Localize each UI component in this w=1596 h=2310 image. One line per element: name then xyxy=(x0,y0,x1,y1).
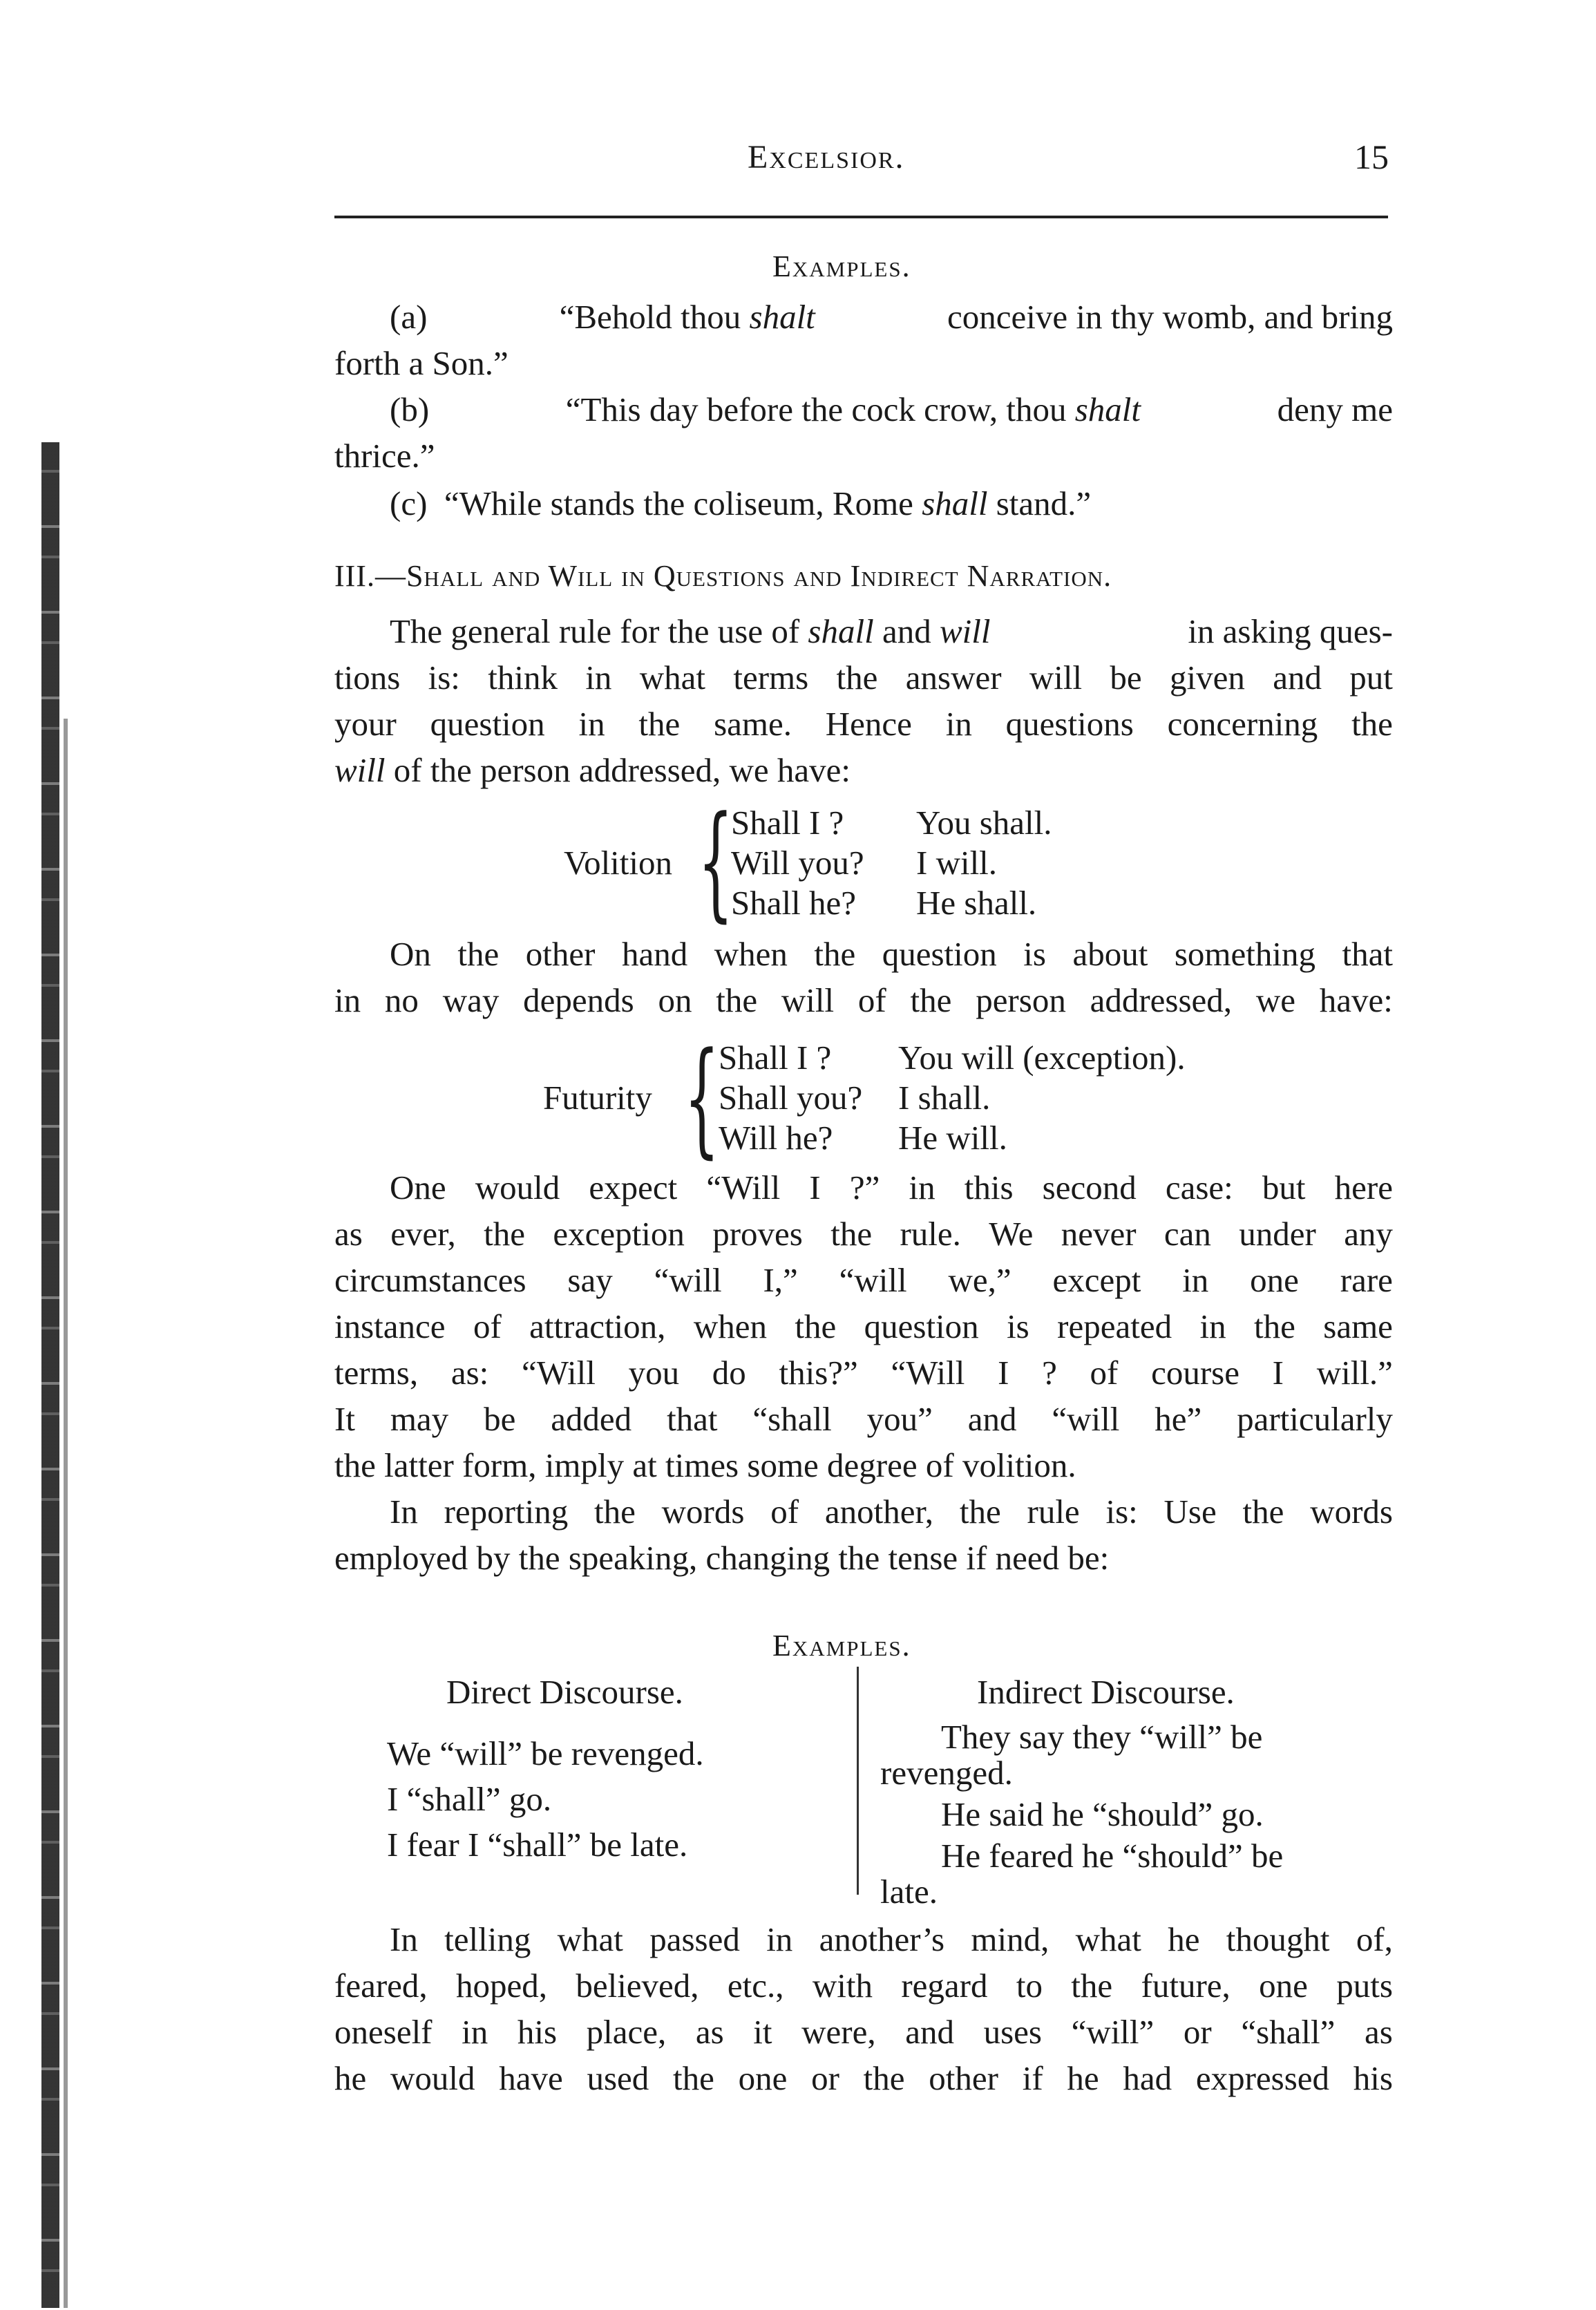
word: “Will xyxy=(891,1354,965,1392)
word: here xyxy=(1334,1168,1393,1206)
direct-example-1: We “will” be revenged. xyxy=(387,1734,704,1772)
word: and xyxy=(967,1400,1017,1438)
word: answer xyxy=(905,659,1002,697)
volition-q2: Will you? xyxy=(731,844,864,882)
word: have: xyxy=(1319,981,1393,1019)
word: if xyxy=(1022,2059,1043,2097)
volition-brace: { xyxy=(698,790,734,934)
example-b-italic: shalt xyxy=(1074,390,1141,428)
word: what xyxy=(557,1920,623,1958)
word: as xyxy=(1365,2013,1393,2051)
word: Use xyxy=(1163,1493,1217,1531)
para5-line1 xyxy=(390,1920,1393,1959)
word: of xyxy=(1090,1354,1119,1392)
word: One xyxy=(390,1168,446,1206)
word: used xyxy=(587,2059,649,2097)
word: will.” xyxy=(1316,1354,1393,1392)
word: you” xyxy=(866,1400,933,1438)
futurity-label: Futurity xyxy=(543,1079,652,1117)
word: your xyxy=(334,705,397,743)
para-text-end: in asking ques- xyxy=(1188,612,1393,650)
word: in xyxy=(334,981,361,1019)
word: rule xyxy=(1027,1493,1080,1531)
word: he xyxy=(334,2059,367,2097)
word: think xyxy=(488,659,558,697)
word: of xyxy=(770,1493,799,1531)
word: the xyxy=(814,935,856,973)
word: be xyxy=(484,1400,516,1438)
word: the xyxy=(638,705,681,743)
word: in xyxy=(585,659,612,697)
word: or xyxy=(811,2059,839,2097)
word: question xyxy=(430,705,545,743)
word: and xyxy=(905,2013,954,2051)
word: case: xyxy=(1165,1168,1233,1206)
futurity-questions xyxy=(719,1038,862,1158)
word: ?” xyxy=(849,1168,880,1206)
para3-line4 xyxy=(334,1307,1393,1346)
word: expressed xyxy=(1195,2059,1330,2097)
word: words xyxy=(661,1493,745,1531)
word: “Will xyxy=(706,1168,781,1206)
section-para-line4 xyxy=(334,750,1393,790)
header-rule xyxy=(334,216,1388,218)
futurity-brace: { xyxy=(684,1026,720,1171)
word: hand xyxy=(621,935,688,973)
direct-example-2: I “shall” go. xyxy=(387,1780,552,1818)
word: course xyxy=(1151,1354,1239,1392)
word: what xyxy=(639,659,706,697)
word: be xyxy=(1110,659,1142,697)
para5-line4 xyxy=(334,2058,1393,2098)
word: he xyxy=(1067,2059,1099,2097)
word: exception xyxy=(553,1215,685,1253)
word: one xyxy=(1250,1261,1299,1299)
word: It xyxy=(334,1400,355,1438)
futurity-q3: Will he? xyxy=(719,1119,833,1157)
word: another’s xyxy=(819,1920,945,1958)
word: hoped, xyxy=(455,1967,547,2005)
word: would xyxy=(390,2059,475,2097)
word: the xyxy=(716,981,758,1019)
word: attraction, xyxy=(529,1307,666,1345)
word: ? xyxy=(1042,1354,1057,1392)
word: “Will xyxy=(521,1354,596,1392)
word: is: xyxy=(1105,1493,1138,1531)
word: about xyxy=(1072,935,1148,973)
word: on xyxy=(658,981,692,1019)
word: I xyxy=(809,1168,821,1206)
word: say xyxy=(567,1261,613,1299)
word: “will xyxy=(839,1261,907,1299)
word: questions xyxy=(1005,705,1134,743)
word: telling xyxy=(444,1920,531,1958)
word: same. xyxy=(714,705,792,743)
volition-a3: He shall. xyxy=(916,884,1037,922)
word: is xyxy=(1007,1307,1029,1345)
word: of, xyxy=(1356,1920,1393,1958)
word: will xyxy=(781,981,835,1019)
word: I xyxy=(1272,1354,1284,1392)
word: another, xyxy=(824,1493,934,1531)
indirect-example-1: They say they “will” be xyxy=(941,1718,1263,1756)
word: question xyxy=(864,1307,979,1345)
word: the xyxy=(1351,705,1393,743)
examples2-heading: Examples. xyxy=(772,1629,911,1663)
para4-line2 xyxy=(334,1538,1393,1578)
word: we,” xyxy=(948,1261,1011,1299)
word: rule. xyxy=(900,1215,961,1253)
para3-line7 xyxy=(334,1446,1393,1485)
word: given xyxy=(1170,659,1245,697)
para-italic-will: will xyxy=(334,751,386,789)
word: in xyxy=(945,705,972,743)
indirect-example-3: He feared he “should” be xyxy=(941,1837,1284,1875)
word: I xyxy=(998,1354,1009,1392)
example-c-text: “While stands the coliseum, Rome xyxy=(444,484,913,522)
word: “shall xyxy=(752,1400,832,1438)
word: were, xyxy=(801,2013,876,2051)
example-a-text: “Behold thou xyxy=(559,298,741,336)
word: place, xyxy=(586,2013,667,2051)
word: and xyxy=(1273,659,1322,697)
word: in xyxy=(578,705,605,743)
word: believed, xyxy=(576,1967,699,2005)
word: that xyxy=(1342,935,1393,973)
example-b-line2: thrice.” xyxy=(334,437,435,475)
word: he” xyxy=(1155,1400,1202,1438)
word: depends xyxy=(523,981,634,1019)
examples-heading: Examples. xyxy=(772,249,911,283)
word: but xyxy=(1262,1168,1306,1206)
indirect-examples xyxy=(880,1719,1391,1910)
futurity-answers xyxy=(898,1038,1186,1158)
word: mind, xyxy=(971,1920,1049,1958)
section-para-line1 xyxy=(390,612,1393,651)
direct-discourse-heading: Direct Discourse. xyxy=(446,1673,683,1711)
word: way xyxy=(442,981,500,1019)
word: rare xyxy=(1340,1261,1393,1299)
example-a-text-end: conceive in thy womb, and bring xyxy=(947,298,1393,336)
para-italic-will: will xyxy=(939,612,991,650)
word: the xyxy=(1242,1493,1284,1531)
indirect-example-1-cont: revenged. xyxy=(880,1754,1013,1792)
word: except xyxy=(1052,1261,1141,1299)
volition-a2: I will. xyxy=(916,844,998,882)
word: terms, xyxy=(334,1354,419,1392)
word: the xyxy=(484,1215,526,1253)
word: had xyxy=(1123,2059,1172,2097)
word: do xyxy=(712,1354,746,1392)
word: is xyxy=(1023,935,1046,973)
scan-edge-line xyxy=(64,719,68,2308)
para-text: The general rule for the use of xyxy=(390,612,800,650)
word: as xyxy=(334,1215,363,1253)
word: feared, xyxy=(334,1967,428,2005)
word: of xyxy=(857,981,886,1019)
para5-line3 xyxy=(334,2012,1393,2052)
para-line-text: employed by the speaking, changing the tense if need be: xyxy=(334,1539,1110,1577)
word: in xyxy=(1182,1261,1209,1299)
example-b-text-end: deny me xyxy=(1277,390,1393,428)
word: circumstances xyxy=(334,1261,526,1299)
word: his xyxy=(1353,2059,1393,2097)
futurity-q1: Shall I ? xyxy=(719,1039,832,1077)
word: the xyxy=(959,1493,1001,1531)
example-a-line2: forth a Son.” xyxy=(334,344,509,382)
word: one xyxy=(738,2059,788,2097)
word: the xyxy=(830,1215,873,1253)
direct-examples xyxy=(387,1731,704,1868)
word: the xyxy=(795,1307,837,1345)
word: the xyxy=(594,1493,636,1531)
word: can xyxy=(1163,1215,1211,1253)
example-a-line1 xyxy=(390,297,1393,337)
word: second xyxy=(1042,1168,1137,1206)
word: future, xyxy=(1141,1967,1231,2005)
word: expect xyxy=(589,1168,678,1206)
para5-line2 xyxy=(334,1966,1393,2005)
example-c-italic: shall xyxy=(922,484,988,522)
word: reporting xyxy=(444,1493,569,1531)
word: I,” xyxy=(763,1261,798,1299)
word: you xyxy=(628,1354,680,1392)
indirect-discourse-heading: Indirect Discourse. xyxy=(977,1673,1235,1711)
scan-edge-shadow xyxy=(41,442,59,2308)
running-title: Excelsior. xyxy=(748,139,905,176)
word: Hence xyxy=(825,705,912,743)
para3-line1 xyxy=(390,1168,1393,1207)
word: puts xyxy=(1336,1967,1393,2005)
direct-example-3: I fear I “shall” be late. xyxy=(387,1826,688,1864)
word: one xyxy=(1259,1967,1308,2005)
word: with xyxy=(812,1967,873,2005)
word: to xyxy=(1016,1967,1043,2005)
volition-label: Volition xyxy=(564,844,673,882)
word: the xyxy=(673,2059,714,2097)
example-c-text-end: stand.” xyxy=(996,484,1092,522)
futurity-a3: He will. xyxy=(898,1119,1007,1157)
word: the xyxy=(836,659,878,697)
word: he xyxy=(1168,1920,1200,1958)
word: we xyxy=(1255,981,1295,1019)
volition-answers xyxy=(916,803,1052,923)
para4-line1 xyxy=(390,1492,1393,1531)
para-line-text: the latter form, imply at times some degree of volition. xyxy=(334,1446,1076,1484)
section-para-line3 xyxy=(334,704,1393,744)
word: thought xyxy=(1226,1920,1330,1958)
indirect-example-2: He said he “should” go. xyxy=(941,1795,1264,1833)
word: may xyxy=(390,1400,449,1438)
word: In xyxy=(390,1920,418,1958)
column-divider xyxy=(857,1667,859,1895)
word: that xyxy=(667,1400,718,1438)
word: would xyxy=(475,1168,560,1206)
word: On xyxy=(390,935,431,973)
word: regard xyxy=(901,1967,988,2005)
para3-line5 xyxy=(334,1353,1393,1392)
word: in xyxy=(1199,1307,1226,1345)
word: concerning xyxy=(1167,705,1318,743)
word: “will xyxy=(1052,1400,1120,1438)
word: as xyxy=(695,2013,724,2051)
word: tions xyxy=(334,659,401,697)
word: put xyxy=(1349,659,1393,697)
volition-q3: Shall he? xyxy=(731,884,856,922)
word: words xyxy=(1310,1493,1393,1531)
word: We xyxy=(989,1215,1034,1253)
word: proves xyxy=(712,1215,803,1253)
word: when xyxy=(693,1307,767,1345)
word: In xyxy=(390,1493,418,1531)
word: this xyxy=(964,1168,1014,1206)
word: his xyxy=(517,2013,558,2051)
word: instance xyxy=(334,1307,446,1345)
word: it xyxy=(753,2013,772,2051)
futurity-a2: I shall. xyxy=(898,1079,991,1117)
example-c-label: (c) xyxy=(390,484,428,522)
word: passed xyxy=(649,1920,740,1958)
example-a-label: (a) xyxy=(390,298,428,336)
word: “will xyxy=(654,1261,722,1299)
para3-line6 xyxy=(334,1399,1393,1439)
word: the xyxy=(863,2059,905,2097)
word: what xyxy=(1075,1920,1141,1958)
word: same xyxy=(1323,1307,1393,1345)
word: “will” xyxy=(1071,2013,1155,2051)
word: added xyxy=(551,1400,632,1438)
word: no xyxy=(384,981,419,1019)
futurity-a1: You will (exception). xyxy=(898,1039,1186,1077)
indirect-example-3-cont: late. xyxy=(880,1873,938,1911)
word: repeated xyxy=(1057,1307,1172,1345)
word: addressed, xyxy=(1090,981,1233,1019)
example-b-text: “This day before the cock crow, thou xyxy=(565,390,1067,428)
word: particularly xyxy=(1237,1400,1393,1438)
word: person xyxy=(976,981,1066,1019)
example-b-label: (b) xyxy=(390,390,430,428)
volition-q1: Shall I ? xyxy=(731,804,844,842)
word: something xyxy=(1174,935,1315,973)
para-italic-shall: shall xyxy=(808,612,874,650)
word: the xyxy=(457,935,500,973)
word: never xyxy=(1061,1215,1137,1253)
word: ever, xyxy=(390,1215,456,1253)
para2-line1 xyxy=(390,934,1393,974)
example-b-line1 xyxy=(390,390,1393,429)
volition-a1: You shall. xyxy=(916,804,1052,842)
word: oneself xyxy=(334,2013,433,2051)
para2-line2 xyxy=(334,981,1393,1020)
word: other xyxy=(525,935,596,973)
word: in xyxy=(462,2013,488,2051)
example-a-italic: shalt xyxy=(749,298,815,336)
word: of xyxy=(473,1307,502,1345)
futurity-q2: Shall you? xyxy=(719,1079,863,1117)
word: have xyxy=(499,2059,563,2097)
word: will xyxy=(1029,659,1083,697)
word: is: xyxy=(428,659,460,697)
word: question xyxy=(882,935,997,973)
section-heading: III.—Shall and Will in Questions and Indirect Narration. xyxy=(334,559,1112,593)
word: the xyxy=(1253,1307,1295,1345)
word: the xyxy=(910,981,952,1019)
para3-line3 xyxy=(334,1260,1393,1300)
word: under xyxy=(1239,1215,1316,1253)
volition-questions xyxy=(731,803,864,923)
word: in xyxy=(909,1168,935,1206)
word: when xyxy=(714,935,788,973)
word: terms xyxy=(733,659,809,697)
word: “shall” xyxy=(1241,2013,1336,2051)
word: as: xyxy=(450,1354,489,1392)
page-number: 15 xyxy=(1354,138,1389,176)
word: other xyxy=(929,2059,998,2097)
example-c-line xyxy=(390,484,1393,523)
para-line-text: of the person addressed, we have: xyxy=(393,751,851,789)
word: etc., xyxy=(727,1967,784,2005)
para-text-and: and xyxy=(882,612,931,650)
section-para-line2 xyxy=(334,658,1393,697)
para3-line2 xyxy=(334,1214,1393,1253)
word: this?” xyxy=(779,1354,858,1392)
word: in xyxy=(766,1920,793,1958)
word: any xyxy=(1344,1215,1393,1253)
word: uses xyxy=(983,2013,1042,2051)
word: or xyxy=(1183,2013,1212,2051)
word: the xyxy=(1071,1967,1113,2005)
